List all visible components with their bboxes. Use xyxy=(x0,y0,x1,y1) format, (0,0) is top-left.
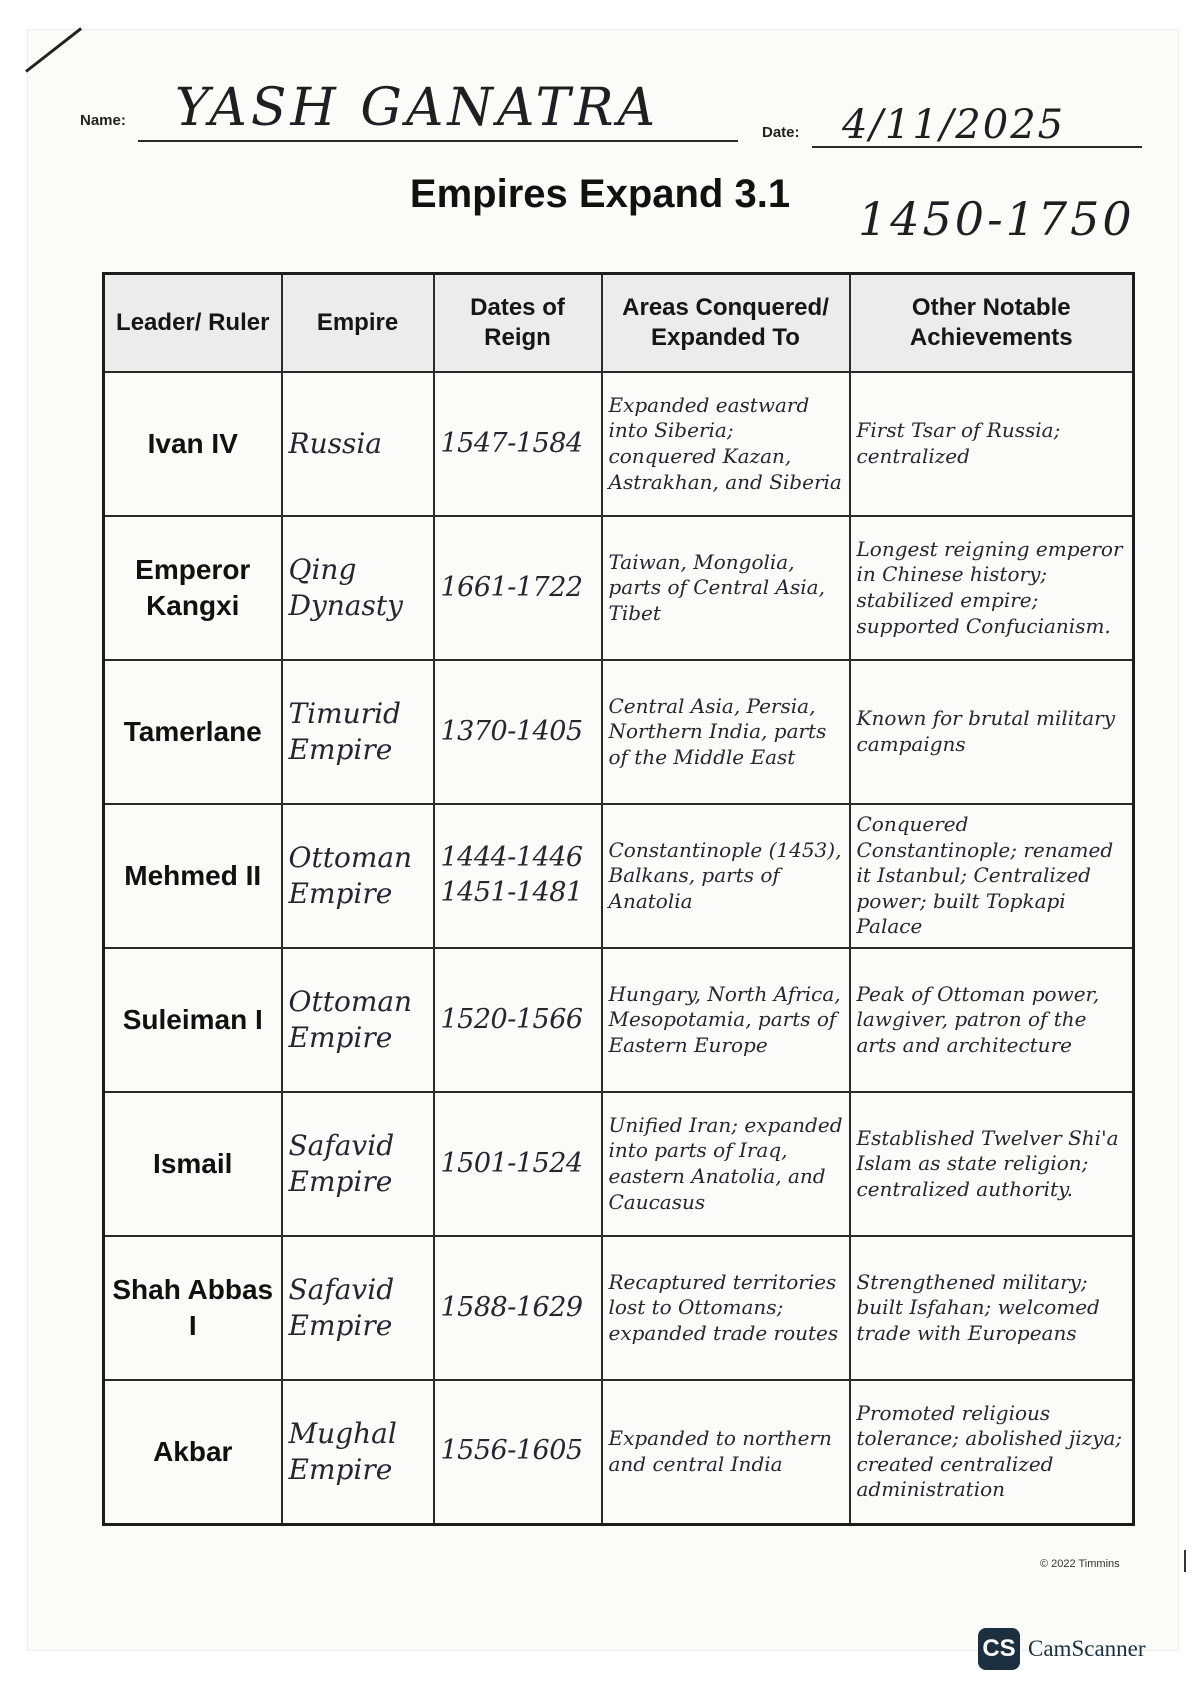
achievements-cell: Established Twelver Shi'a Islam as state religion; centralized authority. xyxy=(850,1092,1134,1236)
areas-cell: Expanded eastward into Siberia; conquered Kazan, Astrakhan, and Siberia xyxy=(602,372,850,516)
areas-cell: Recaptured territories lost to Ottomans; expanded trade routes xyxy=(602,1236,850,1380)
leader-cell: Shah Abbas I xyxy=(104,1236,282,1380)
empire-cell: Timurid Empire xyxy=(282,660,434,804)
dates-cell: 1501-1524 xyxy=(434,1092,602,1236)
achievements-cell: Longest reigning emperor in Chinese history; stabilized empire; supported Confucianism. xyxy=(850,516,1134,660)
areas-cell: Unified Iran; expanded into parts of Iraq, eastern Anatolia, and Caucasus xyxy=(602,1092,850,1236)
dates-cell: 1556-1605 xyxy=(434,1380,602,1524)
name-label: Name: xyxy=(80,112,126,129)
worksheet-title: Empires Expand 3.1 xyxy=(409,172,791,216)
dates-cell: 1588-1629 xyxy=(434,1236,602,1380)
dates-cell: 1547-1584 xyxy=(434,372,602,516)
achievements-cell: Known for brutal military campaigns xyxy=(850,660,1134,804)
table-row xyxy=(104,660,1134,804)
empire-cell: Ottoman Empire xyxy=(282,948,434,1092)
dates-cell: 1444-1446 1451-1481 xyxy=(434,804,602,948)
camscanner-watermark: CamScanner xyxy=(1028,1636,1146,1661)
table-row xyxy=(104,1236,1134,1380)
empires-table xyxy=(102,272,1135,1526)
table-row xyxy=(104,948,1134,1092)
date-label: Date: xyxy=(762,124,800,141)
name-underline xyxy=(138,140,738,142)
areas-cell: Hungary, North Africa, Mesopotamia, parts of Eastern Europe xyxy=(602,948,850,1092)
column-header-areas: Areas Conquered/ Expanded To xyxy=(602,274,850,373)
dates-cell: 1370-1405 xyxy=(434,660,602,804)
leader-cell: Mehmed II xyxy=(104,804,282,948)
leader-cell: Ivan IV xyxy=(104,372,282,516)
leader-cell: Ismail xyxy=(104,1092,282,1236)
date-value: 4/11/2025 xyxy=(842,102,1066,148)
achievements-cell: First Tsar of Russia; centralized xyxy=(850,372,1134,516)
achievements-cell: Promoted religious tolerance; abolished jizya; created centralized administration xyxy=(850,1380,1134,1524)
achievements-cell: Conquered Constantinople; renamed it Istanbul; Centralized power; built Topkapi Palace xyxy=(850,804,1134,948)
leader-cell: Akbar xyxy=(104,1380,282,1524)
table-row xyxy=(104,1380,1134,1524)
achievements-cell: Strengthened military; built Isfahan; welcomed trade with Europeans xyxy=(850,1236,1134,1380)
dates-cell: 1661-1722 xyxy=(434,516,602,660)
areas-cell: Taiwan, Mongolia, parts of Central Asia, Tibet xyxy=(602,516,850,660)
areas-cell: Central Asia, Persia, Northern India, parts of the Middle East xyxy=(602,660,850,804)
column-header-dates: Dates of Reign xyxy=(434,274,602,373)
leader-cell: Suleiman I xyxy=(104,948,282,1092)
student-name: YASH GANATRA xyxy=(175,78,660,138)
table-header-row xyxy=(104,274,1134,373)
table-row xyxy=(104,372,1134,516)
column-header-empire: Empire xyxy=(282,274,434,373)
areas-cell: Expanded to northern and central India xyxy=(602,1380,850,1524)
time-period: 1450-1750 xyxy=(858,192,1135,246)
empire-cell: Safavid Empire xyxy=(282,1092,434,1236)
margin-mark xyxy=(1184,1550,1186,1572)
table-row xyxy=(104,1092,1134,1236)
table-row xyxy=(104,516,1134,660)
dates-cell: 1520-1566 xyxy=(434,948,602,1092)
copyright-notice: © 2022 Timmins xyxy=(1040,1558,1120,1570)
leader-cell: Tamerlane xyxy=(104,660,282,804)
empire-cell: Qing Dynasty xyxy=(282,516,434,660)
table-row xyxy=(104,804,1134,948)
empire-cell: Safavid Empire xyxy=(282,1236,434,1380)
column-header-leader: Leader/ Ruler xyxy=(104,274,282,373)
camscanner-logo-icon: CS xyxy=(978,1628,1020,1670)
empire-cell: Russia xyxy=(282,372,434,516)
areas-cell: Constantinople (1453), Balkans, parts of Anatolia xyxy=(602,804,850,948)
empire-cell: Mughal Empire xyxy=(282,1380,434,1524)
empire-cell: Ottoman Empire xyxy=(282,804,434,948)
achievements-cell: Peak of Ottoman power, lawgiver, patron of the arts and architecture xyxy=(850,948,1134,1092)
leader-cell: Emperor Kangxi xyxy=(104,516,282,660)
column-header-achievements: Other Notable Achievements xyxy=(850,274,1134,373)
